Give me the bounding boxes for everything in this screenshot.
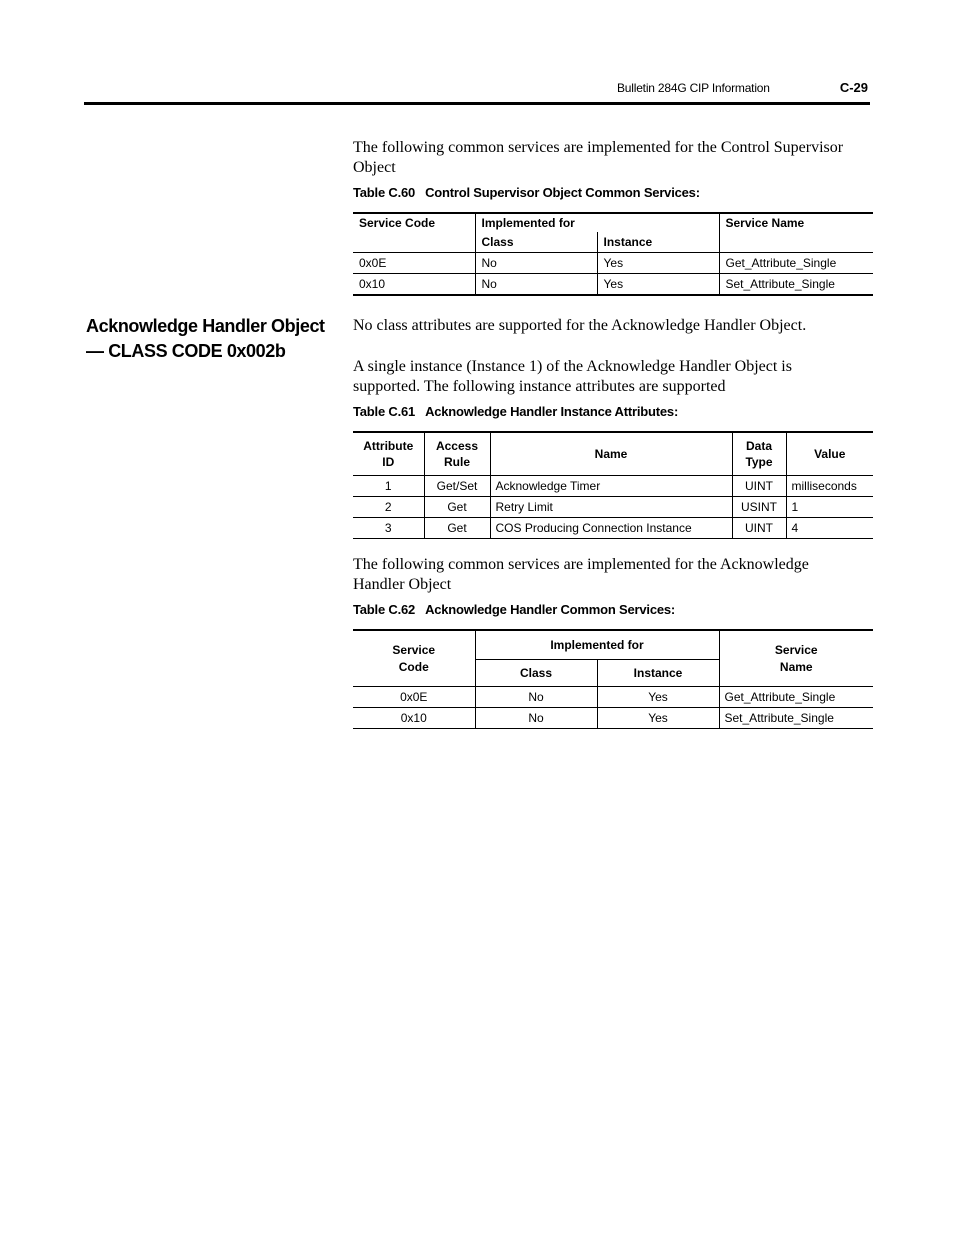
cell-name: Set_Attribute_Single	[719, 708, 873, 729]
cell-code: 0x10	[353, 274, 475, 296]
cell-access: Get/Set	[424, 476, 490, 497]
table-c61	[353, 431, 873, 539]
header-line: Name	[779, 659, 813, 674]
table-c60	[353, 212, 873, 296]
caption-title: Acknowledge Handler Common Services:	[425, 602, 676, 617]
paragraph-no-class-attributes: No class attributes are supported for the Acknowledge Handler Object.	[353, 317, 807, 334]
cell-name: COS Producing Connection Instance	[490, 518, 732, 539]
header-line: Attribute	[363, 439, 414, 453]
cell-instance: Yes	[597, 274, 719, 296]
table-row	[353, 253, 873, 274]
table-row	[353, 708, 873, 729]
cell-type: USINT	[732, 497, 786, 518]
cell-class: No	[475, 274, 597, 296]
caption-number: Table C.60	[353, 185, 416, 200]
header-line: Service	[774, 642, 818, 657]
caption-title: Control Supervisor Object Common Services:	[425, 185, 700, 200]
header-line: Type	[745, 455, 773, 469]
header-class: Class	[475, 232, 597, 253]
table-c62	[353, 629, 873, 729]
header-service-name: Service Name	[719, 213, 873, 253]
cell-value: 1	[786, 497, 873, 518]
header-instance: Instance	[597, 232, 719, 253]
intro-paragraph: The following common services are implemented for the Control Supervisor Object	[353, 139, 844, 176]
running-header: Bulletin 284G CIP Information	[617, 81, 770, 95]
header-implemented-for: Implemented for	[475, 630, 719, 660]
section-heading	[86, 314, 336, 364]
cell-instance: Yes	[597, 253, 719, 274]
table-c62-caption	[353, 602, 675, 617]
header-line: Access	[435, 439, 479, 453]
cell-code: 0x10	[353, 708, 475, 729]
header-service-code	[353, 630, 475, 687]
cell-code: 0x0E	[353, 253, 475, 274]
header-line: Data	[745, 439, 772, 453]
header-line: Service	[392, 642, 436, 657]
page-number: C-29	[839, 80, 868, 95]
cell-name: Acknowledge Timer	[490, 476, 732, 497]
cell-class: No	[475, 708, 597, 729]
table-row	[353, 497, 873, 518]
header-access-rule	[424, 432, 490, 476]
header-name: Name	[490, 432, 732, 476]
header-attribute-id	[353, 432, 424, 476]
cell-value: milliseconds	[786, 476, 873, 497]
cell-id: 2	[353, 497, 424, 518]
cell-class: No	[475, 687, 597, 708]
header-value: Value	[786, 432, 873, 476]
header-class: Class	[475, 660, 597, 687]
header-line: Code	[398, 659, 429, 674]
cell-code: 0x0E	[353, 687, 475, 708]
table-c61-caption	[353, 404, 678, 419]
table-row	[353, 274, 873, 296]
paragraph-single-instance: A single instance (Instance 1) of the Acknowledge Handler Object is supported. The following instance attributes are supported	[353, 358, 792, 395]
caption-number: Table C.62	[353, 602, 416, 617]
paragraph-acknowledge-services: The following common services are implemented for the Acknowledge Handler Object	[353, 556, 809, 593]
header-implemented-for: Implemented for	[475, 213, 719, 232]
table-row	[353, 687, 873, 708]
table-row	[353, 518, 873, 539]
table-c60-caption	[353, 185, 700, 200]
header-service-code: Service Code	[359, 216, 436, 230]
cell-id: 3	[353, 518, 424, 539]
header-line: Rule	[443, 455, 470, 469]
header-instance: Instance	[597, 660, 719, 687]
caption-number: Table C.61	[353, 404, 416, 419]
cell-id: 1	[353, 476, 424, 497]
table-row	[353, 476, 873, 497]
section-heading-line2: — CLASS CODE 0x002b	[86, 341, 286, 361]
caption-title: Acknowledge Handler Instance Attributes:	[425, 404, 679, 419]
section-heading-line1: Acknowledge Handler Object	[86, 316, 325, 336]
cell-value: 4	[786, 518, 873, 539]
cell-access: Get	[424, 518, 490, 539]
header-line: ID	[382, 455, 395, 469]
cell-name: Get_Attribute_Single	[719, 253, 873, 274]
cell-type: UINT	[732, 518, 786, 539]
cell-class: No	[475, 253, 597, 274]
header-data-type	[732, 432, 786, 476]
cell-name: Get_Attribute_Single	[719, 687, 873, 708]
cell-access: Get	[424, 497, 490, 518]
header-service-name	[719, 630, 873, 687]
cell-type: UINT	[732, 476, 786, 497]
cell-instance: Yes	[597, 687, 719, 708]
header-rule	[84, 102, 870, 105]
cell-instance: Yes	[597, 708, 719, 729]
cell-name: Set_Attribute_Single	[719, 274, 873, 296]
cell-name: Retry Limit	[490, 497, 732, 518]
